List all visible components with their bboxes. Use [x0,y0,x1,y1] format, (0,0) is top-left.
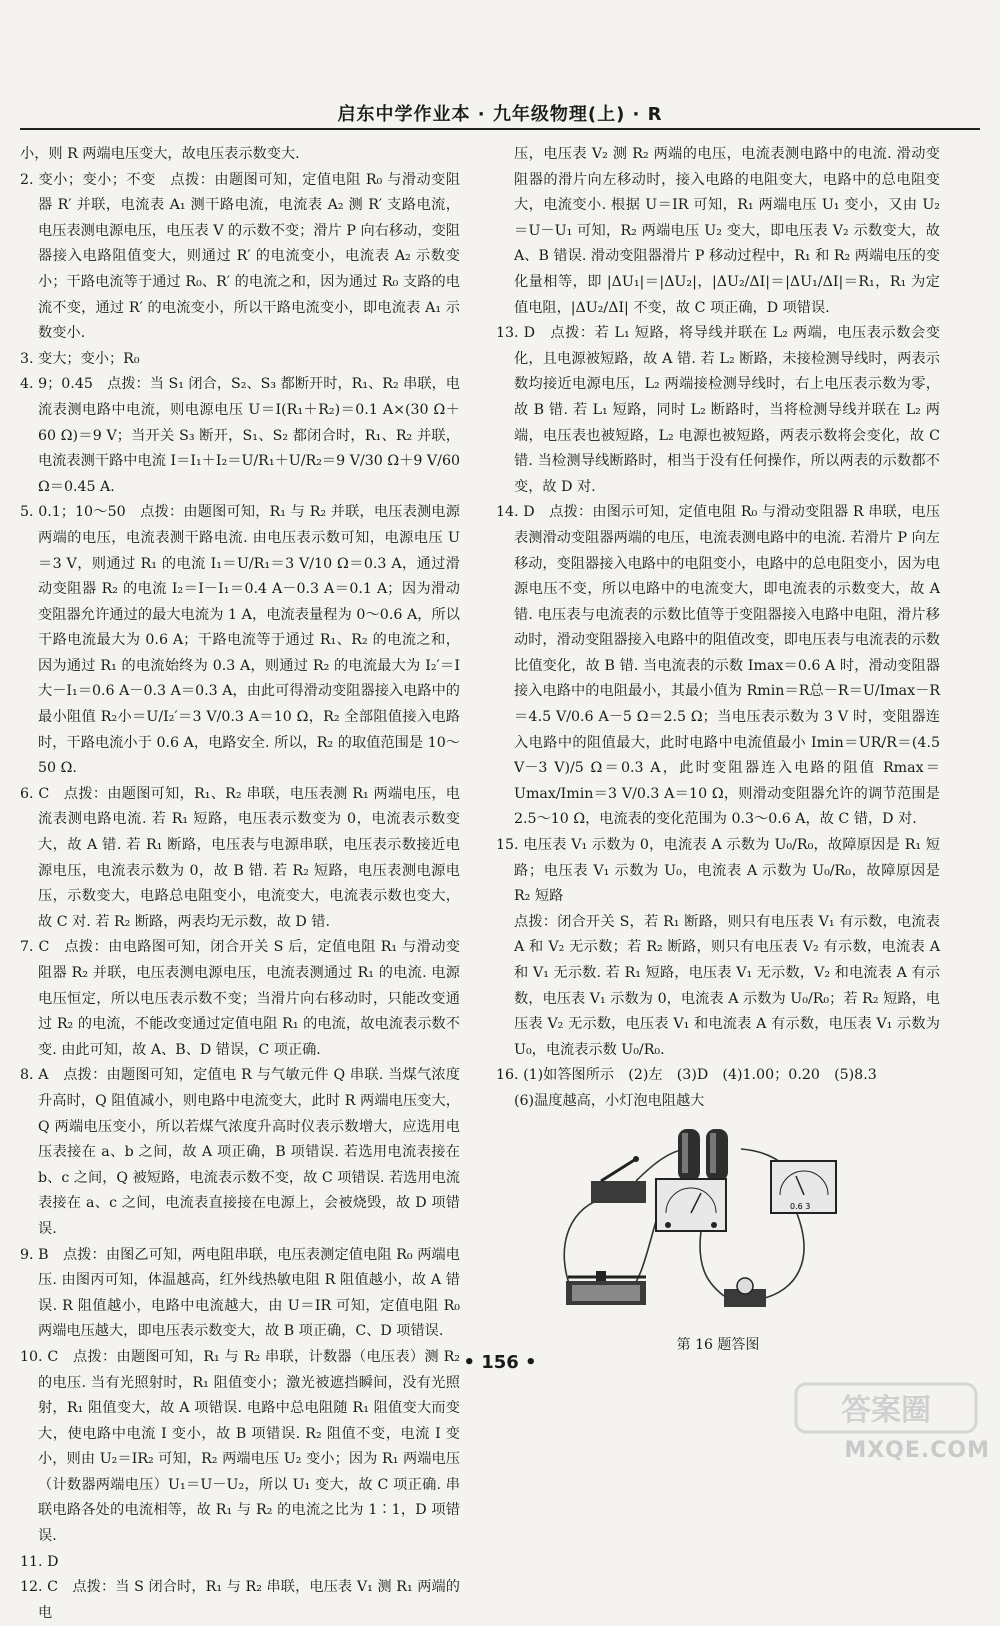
battery-icon [678,1129,728,1181]
page-number: • 156 • [463,1352,537,1373]
meter-scale-label: 0.6 3 [790,1201,811,1211]
light-bulb-icon [724,1278,766,1307]
ammeter-icon [656,1179,726,1231]
answer-4: 4. 9；0.45 点拨：当 S₁ 闭合，S₂、S₃ 都断开时，R₁、R₂ 串联，电流表测电路中电流，则电源电压 U＝I(R₁＋R₂)＝0.1 A×(30 Ω＋60 Ω)＝9 V；当开关 S₃ 断开，S₁、S₂ 都闭合时，R₁、R₂ 并联，电流表测干路中电流 I＝I₁＋I₂＝U/R₁＋U/R₂＝9 V/30 Ω＋9 V/60 Ω＝0.45 A. [20,376,460,495]
right-column [496,142,940,1358]
answer-16: 16. (1)如答图所示 (2)左 (3)D (4)1.00；0.20 (5)8.3 [496,1067,877,1084]
answer-7: 7. C 点拨：由电路图可知，闭合开关 S 后，定值电阻 R₁ 与滑动变阻器 R₂ 并联，电压表测电源电压，电流表测通过 R₁ 的电流. 电源电压恒定，所以电压表示数不变；当滑片向右移动时，只能改变通过 R₂ 的电流，不能改变通过定值电阻 R₁ 的电流，故电流表示数不变. 由此可知，故 A、B、D 错误，C 项正确. [20,939,460,1058]
answer-1-tail: 小，则 R 两端电压变大，故电压表示数变大. [20,146,300,162]
answer-15-hint: 点拨：闭合开关 S，若 R₁ 断路，则只有电压表 V₁ 有示数，电流表 A 和 V₂ 无示数；若 R₂ 断路，则只有电压表 V₂ 有示数，电流表 A 和 V₁ 无示数. 若 R₁ 短路，电压表 V₁ 无示数，V₂ 和电流表 A 有示数，电压表 V₁ 示数为 0，电流表 A 示数为 U₀/R₀；若 R₂ 短路，电压表 V₂ 无示数，电压表 V₁ 和电流表 A 有示数，电压表 V₁ 示数为 U₀，电流表示数 U₀/R₀. [514,913,940,1058]
answer-2: 2. 变小；变小；不变 点拨：由题图可知，定值电阻 R₀ 与滑动变阻器 R′ 并联，电流表 A₁ 测干路电流，电流表 A₂ 测 R′ 支路电流，电压表测电源电压，电压表 V 的示数不变；滑片 P 向右移动，变阻器接入电路阻值变大，则通过 R′ 的电流变小，电流表 A₂ 示数变小；干路电流等于通过 R₀、R′ 的电流之和，因为通过 R₀ 支路的电流不变，通过 R′ 的电流变小，所以干路电流变小，即电流表 A₁ 示数变小. [20,171,460,342]
left-column [20,142,460,1626]
answer-11: 11. D [20,1553,59,1570]
answer-6: 6. C 点拨：由题图可知，R₁、R₂ 串联，电压表测 R₁ 两端电压，电流表测电路电流. 若 R₁ 短路，电压表示数变为 0，电流表示数变大，故 A 错. 若 R₁ 断路，电压表与电源串联，电压表示数接近电源电压，电流表示数为 0，故 B 错. 若 R₂ 短路，电压表测电源电压，示数变大，电路总电阻变小，电流变大，电流表示数也变大，故 C 对. 若 R₂ 断路，两表均无示数，故 D 错. [20,785,460,930]
answer-8: 8. A 点拨：由题图可知，定值电 R 与气敏元件 Q 串联. 当煤气浓度升高时，Q 阻值减小，则电路中电流变大，此时 R 两端电压变大，Q 两端电压变小，所以若煤气浓度升高时仪表示数增大，应选用电压表接在 a、b 之间，故 A 项正确，B 项错误. 若选用电流表接在 b、c 之间，Q 被短路，电流表示数不变，故 C 项错误. 若选用电流表接在 a、c 之间，电流表直接接在电源上，会被烧毁，故 D 项错误. [20,1067,460,1237]
answer-10: 10. C 点拨：由题图可知，R₁ 与 R₂ 串联，计数器（电压表）测 R₂ 的电压. 当有光照射时，R₁ 阻值变小；激光被遮挡瞬间，没有光照射，R₁ 阻值变大，故 A 项错误. 电路中总电阻随 R₁ 阻值变大而变大，使电路中电流 I 变小，故 B 项错误. R₂ 阻值不变，电流 I 变小，则由 U₂＝IR₂ 可知，R₂ 两端电压 U₂ 变小；因为 R₁ 两端电压（计数器两端电压）U₁＝U－U₂，所以 U₁ 变大，故 C 项正确. 串联电路各处的电流相等，故 R₁ 与 R₂ 的电流之比为 1∶1，D 项错误. [20,1348,460,1545]
header-divider [20,128,980,130]
answer-12: 12. C 点拨：当 S 闭合时，R₁ 与 R₂ 串联，电压表 V₁ 测 R₁ 两端的电 [20,1579,460,1621]
circuit-figure [496,1121,936,1331]
answer-5: 5. 0.1；10～50 点拨：由题图可知，R₁ 与 R₂ 并联，电压表测电源两端的电压，电流表测干路电流. 由电压表示数可知，电源电压 U＝3 V，则通过 R₁ 的电流 I₁＝U/R₁＝3 V/10 Ω＝0.3 A，通过滑动变阻器 R₂ 的电流 I₂＝I－I₁＝0.4 A－0.3 A＝0.1 A；因为滑动变阻器允许通过的最大电流为 1 A，电流表量程为 0～0.6 A，所以干路电流最大为 0.6 A；干路电流等于通过 R₁、R₂ 的电流之和，因为通过 R₁ 的电流始终为 0.3 A，则通过 R₂ 的电流最大为 I₂′＝I大－I₁＝0.6 A－0.3 A＝0.3 A，由此可得滑动变阻器接入电路中的最小阻值 R₂小＝U/I₂′＝3 V/0.3 A＝10 Ω，R₂ 全部阻值接入电路时，干路电流小于 0.6 A，电路安全. 所以，R₂ 的取值范围是 10～50 Ω. [20,504,460,777]
header-title: 启东中学作业本 · 九年级物理(上) · R [337,104,663,125]
page-header [0,92,1000,138]
circuit-diagram [496,1121,936,1331]
answer-13: 13. D 点拨：若 L₁ 短路，将导线并联在 L₂ 两端，电压表示数会变化，且电源被短路，故 A 错. 若 L₂ 断路，未接检测导线时，两表示数均接近电源电压，L₂ 两端接检测导线时，右上电压表示数为零，故 B 错. 若 L₁ 短路，同时 L₂ 断路时，当将检测导线并联在 L₂ 两端，电压表也被短路，L₂ 电源也被短路，两表示数将会变化，故 C 错. 当检测导线断路时，相当于没有任何操作，所以两表的示数都不变，故 D 对. [496,325,940,495]
answer-12-tail: 压，电压表 V₂ 测 R₂ 两端的电压，电流表测电路中的电流. 滑动变阻器的滑片向左移动时，接入电路的电阻变大，电路中的总电阻变大，电流变小. 根据 U＝IR 可知，R₁ 两端电压 U₁ 变小，又由 U₂＝U－U₁ 可知，R₂ 两端电压 U₂ 变大，即电压表 V₂ 示数变大，故 A、B 错误. 滑动变阻器滑片 P 移动过程中，R₁ 和 R₂ 两端电压的变化量相等，即 |ΔU₁|＝|ΔU₂|，|ΔU₂/ΔI|＝|ΔU₁/ΔI|＝R₁，R₁ 为定值电阻，|ΔU₂/ΔI| 不变，故 C 项正确，D 项错误. [514,146,940,316]
watermark-text: 答案圈 [841,1393,931,1428]
answer-3: 3. 变大；变小；R₀ [20,350,140,367]
answer-9: 9. B 点拨：由图乙可知，两电阻串联，电压表测定值电阻 R₀ 两端电压. 由图丙可知，体温越高，红外线热敏电阻 R 阻值越小，故 A 错误. R 阻值越小，电路中电流越大，由 U＝IR 可知，定值电阻 R₀ 两端电压越大，即电压表示数变大，故 B 项正确，C、D 项错误. [20,1246,460,1340]
answer-16-part6: (6)温度越高，小灯泡电阻越大 [514,1092,705,1109]
voltmeter-icon [771,1161,836,1213]
watermark-url: MXQE.COM [844,1438,990,1463]
rheostat-icon [566,1271,646,1305]
answer-14: 14. D 点拨：由图示可知，定值电阻 R₀ 与滑动变阻器 R 串联，电压表测滑动变阻器两端的电压，电流表测电路中的电流. 若滑片 P 向左移动，变阻器接入电路中的电阻变小，电路中的总电阻变小，因为电源电压不变，所以电路中的电流变大，即电流表的示数变大，故 A 错. 电压表与电流表的示数比值等于变阻器接入电路中电阻，滑片移动时，滑动变阻器接入电路中的阻值改变，即电压表与电流表的示数比值变化，故 B 错. 当电流表的示数 Imax＝0.6 A 时，滑动变阻器接入电路中的电阻最小，其最小值为 Rmin＝R总－R＝U/Imax－R＝4.5 V/0.6 A－5 Ω＝2.5 Ω；当电压表示数为 3 V 时，变阻器连入电路中的阻值最大，此时电路中电流值最小 Imin＝UR/R＝(4.5 V－3 V)/5 Ω＝0.3 A，此时变阻器连入电路的阻值 Rmax＝Umax/Imin＝3 V/0.3 A＝10 Ω，则滑动变阻器允许的调节范围是 2.5～10 Ω，电流表的变化范围为 0.3～0.6 A，故 C 错，D 对. [496,504,940,828]
answer-15: 15. 电压表 V₁ 示数为 0，电流表 A 示数为 U₀/R₀，故障原因是 R₁ 短路；电压表 V₁ 示数为 U₀，电流表 A 示数为 U₀/R₀，故障原因是 R₂ 短路 [496,837,940,905]
figure-caption: 第 16 题答图 [676,1336,760,1353]
